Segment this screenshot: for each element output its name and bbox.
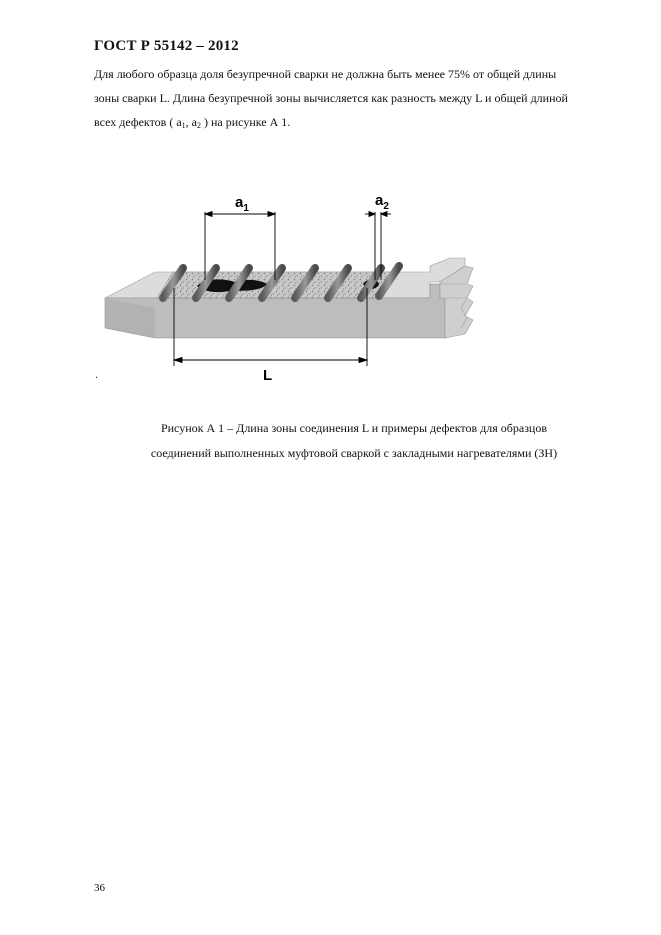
weld-zone-figure [95, 188, 485, 383]
label-a2: $a_2$ [375, 192, 389, 212]
caption-line-2: соединений выполненных муфтовой сваркой с закладными нагревателями (ЗН) [150, 446, 558, 460]
paragraph-line-3-after: ) на рисунке А 1. [201, 115, 291, 129]
defect-subscript-1: 1 [181, 121, 186, 130]
label-a1: $a_1$ [235, 194, 249, 214]
paragraph-line-3-before: всех дефектов ( a [94, 115, 182, 129]
defect-subscript-2: 2 [197, 121, 201, 130]
page-number: 36 [94, 882, 105, 894]
paragraph-line-3-mid: , a [185, 115, 197, 129]
paragraph-line-1 [94, 62, 614, 86]
label-L: L [263, 367, 273, 383]
paragraph-line-2-text: зоны сварки L. Длина безупречной зоны вычисляется как разность между L и общей длиной [94, 91, 568, 105]
figure-caption [94, 416, 614, 466]
paragraph-line-1-text: Для любого образца доля безупречной сварки не должна быть менее 75% от общей длины [94, 67, 557, 81]
paragraph-line-3 [94, 110, 614, 138]
paragraph-line-2 [94, 86, 614, 110]
body-paragraph [94, 62, 614, 138]
stray-dot: . [95, 367, 98, 381]
caption-line-1: Рисунок А 1 – Длина зоны соединения L и примеры дефектов для образцов [160, 421, 548, 435]
document-header: ГОСТ Р 55142 – 2012 [94, 38, 239, 54]
weld-zone-diagram [95, 188, 485, 383]
